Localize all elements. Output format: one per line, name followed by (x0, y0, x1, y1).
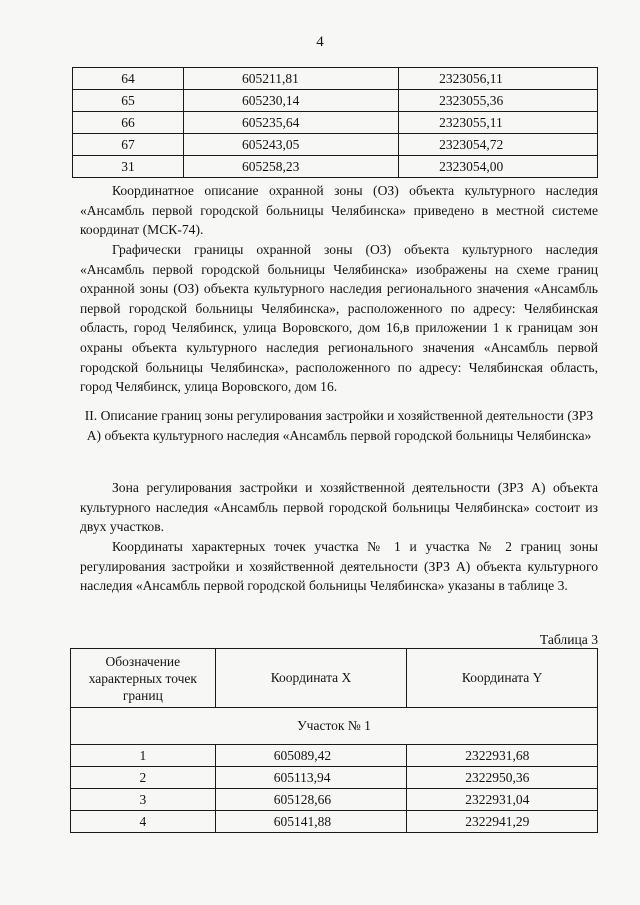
column-header-y: Координата Y (407, 649, 598, 708)
page-number: 4 (316, 34, 324, 50)
column-header-x: Координата X (215, 649, 407, 708)
coord-y: 2323055,36 (399, 90, 598, 112)
table-row (71, 811, 598, 833)
table-row (73, 90, 598, 112)
coord-x: 605211,81 (183, 68, 398, 90)
point-id: 1 (71, 745, 216, 767)
point-id: 3 (71, 789, 216, 811)
coordinates-table-continued (72, 67, 598, 178)
coord-x: 605128,66 (215, 789, 407, 811)
table-header-row (71, 649, 598, 708)
coord-x: 605258,23 (183, 156, 398, 178)
point-id: 65 (73, 90, 184, 112)
section-row (71, 708, 598, 745)
point-id: 64 (73, 68, 184, 90)
table-row (73, 112, 598, 134)
table-caption: Таблица 3 (539, 632, 598, 647)
coord-y: 2323055,11 (399, 112, 598, 134)
coordinates-table-3 (70, 648, 598, 833)
paragraph-oz-graphic: Графически границы охранной зоны (ОЗ) объекта культурного наследия «Ансамбль первой городской больницы Челябинска» изображены на схеме границ охранной зоны (ОЗ) объекта культурного наследия регионального значения «Ансамбль первой городской больницы Челябинска», расположенного по адресу: Челябинская область, город Челябинск, улица Воровского, дом 16,в приложении 1 к границам зон охраны объекта культурного наследия регионального значения «Ансамбль первой городской больницы Челябинска», расположенного по адресу: Челябинская область, город Челябинск, улица Воровского, дом 16. (80, 242, 598, 395)
column-header-point: Обозначение характерных точек границ (71, 649, 216, 708)
coord-y: 2322941,29 (407, 811, 598, 833)
coord-y: 2322931,04 (407, 789, 598, 811)
coord-y: 2322950,36 (407, 767, 598, 789)
table-row (71, 745, 598, 767)
table-row (71, 767, 598, 789)
point-id: 4 (71, 811, 216, 833)
paragraph-zrz-coordinates: Координаты характерных точек участка № 1 и участка № 2 границ зоны регулирования застройки и хозяйственной деятельности (ЗРЗ А) объекта культурного наследия «Ансамбль первой городской больницы Челябинска» указаны в таблице 3. (80, 539, 598, 594)
coord-x: 605235,64 (183, 112, 398, 134)
section-heading: II. Описание границ зоны регулирования застройки и хозяйственной деятельности (ЗРЗ А) объекта культурного наследия «Ансамбль первой городской больницы Челябинска» (84, 408, 594, 443)
paragraph-zrz-parts: Зона регулирования застройки и хозяйственной деятельности (ЗРЗ А) объекта культурного наследия «Ансамбль первой городской больницы Челябинска» состоит из двух участков. (80, 480, 598, 535)
point-id: 67 (73, 134, 184, 156)
point-id: 2 (71, 767, 216, 789)
table-row (73, 134, 598, 156)
coord-x: 605113,94 (215, 767, 407, 789)
coord-y: 2323054,00 (399, 156, 598, 178)
coord-x: 605141,88 (215, 811, 407, 833)
table-row (71, 789, 598, 811)
point-id: 66 (73, 112, 184, 134)
coord-x: 605243,05 (183, 134, 398, 156)
table-row (73, 156, 598, 178)
paragraph-oz-description: Координатное описание охранной зоны (ОЗ) объекта культурного наследия «Ансамбль первой городской больницы Челябинска» приведено в местной системе координат (МСК-74). (80, 183, 598, 238)
point-id: 31 (73, 156, 184, 178)
coord-y: 2323054,72 (399, 134, 598, 156)
table-row (73, 68, 598, 90)
coord-y: 2322931,68 (407, 745, 598, 767)
section-label: Участок № 1 (71, 708, 598, 745)
coord-x: 605089,42 (215, 745, 407, 767)
coord-x: 605230,14 (183, 90, 398, 112)
coord-y: 2323056,11 (399, 68, 598, 90)
